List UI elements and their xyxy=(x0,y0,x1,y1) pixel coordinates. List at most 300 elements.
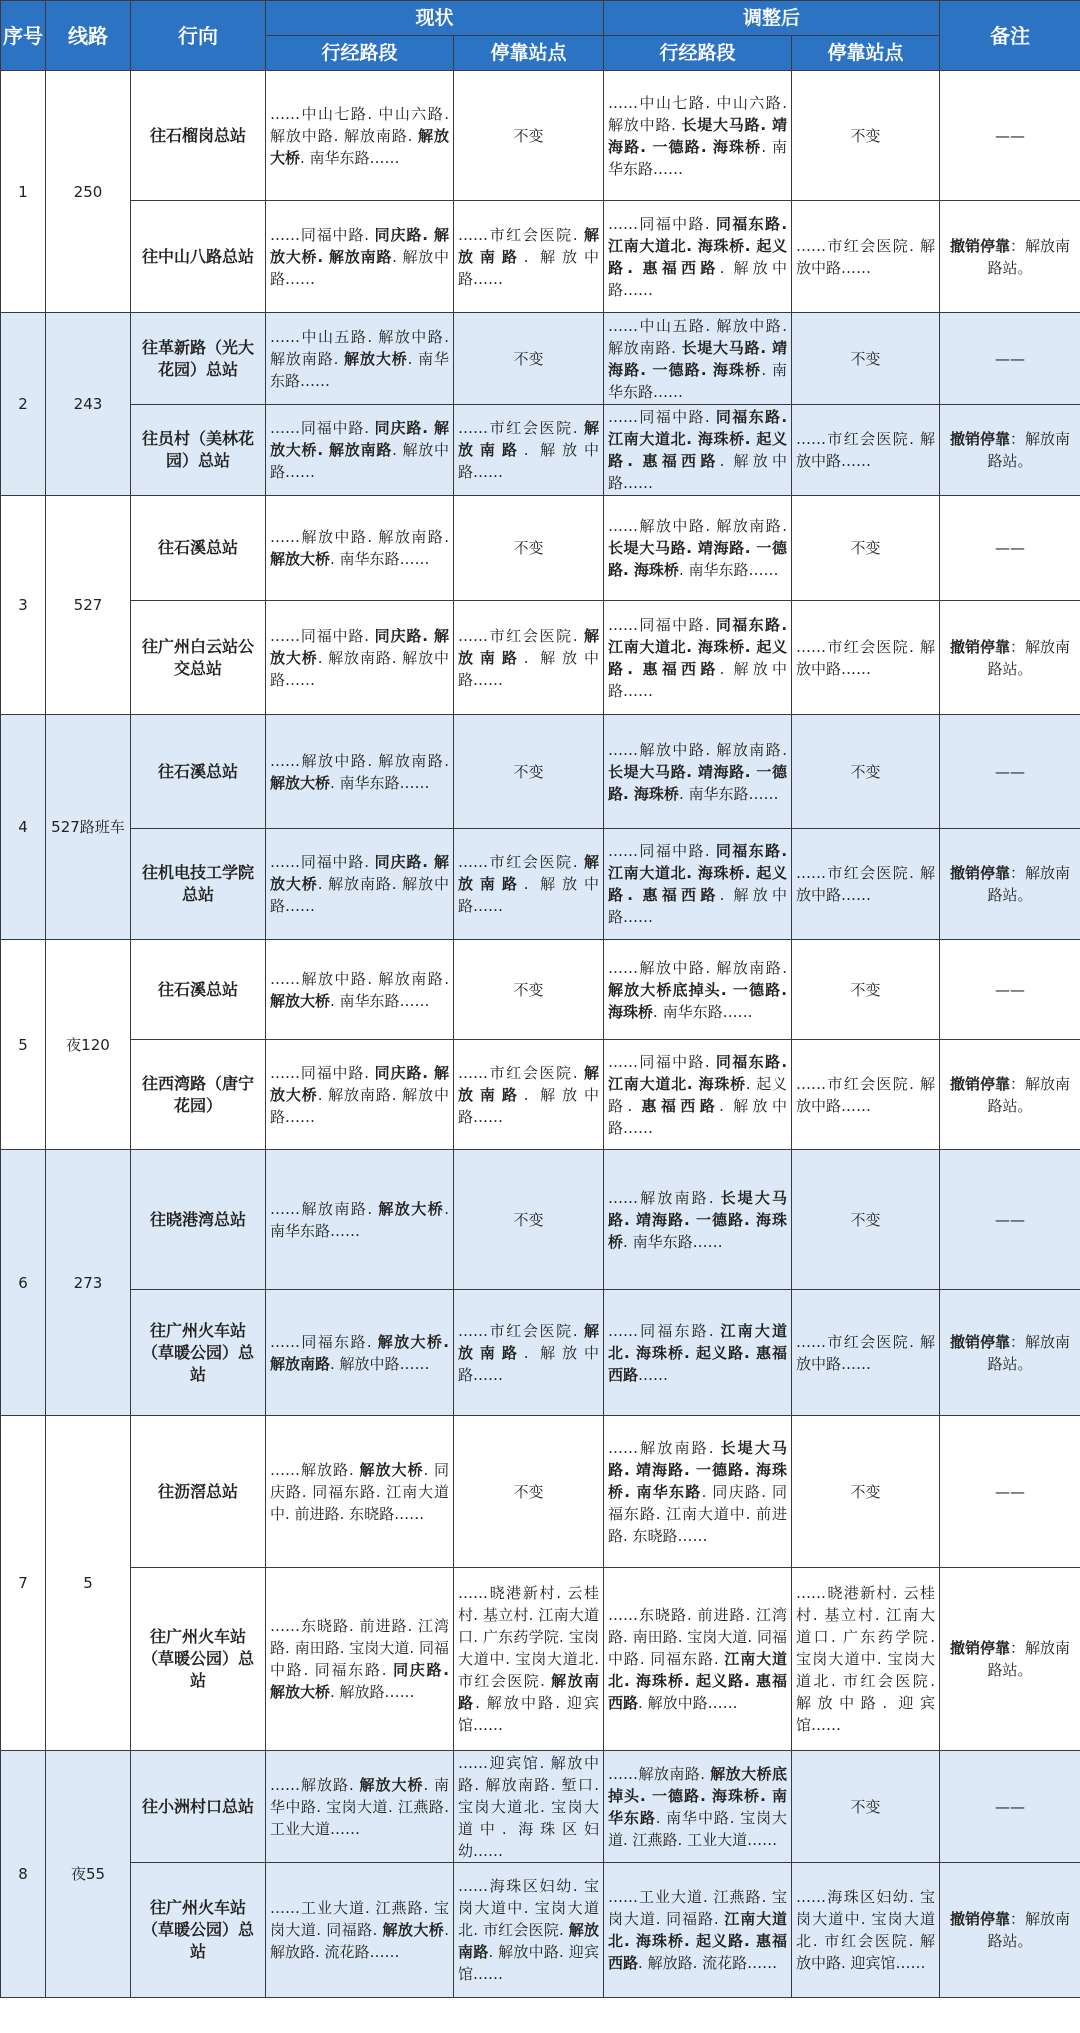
text-segment: . 南华东路…… xyxy=(330,550,430,568)
text-segment: ……解放中路. 解放南路. xyxy=(270,528,449,546)
current-stops-cell xyxy=(454,1416,604,1568)
remark-cell xyxy=(940,715,1080,829)
text-segment: ……同福中路. xyxy=(608,214,716,233)
bold-segment: 江南大道北. 海珠桥. 起义路. 惠福西路 xyxy=(608,1910,788,1972)
remark-cell xyxy=(940,1863,1080,1998)
text-segment: ……工业大道. 江燕路. 宝岗大道. 同福路. xyxy=(270,1899,449,1939)
text-segment: . 解放中路…… xyxy=(270,441,450,481)
adjusted-stops-cell xyxy=(792,1863,940,1998)
text-segment: ……解放南路. xyxy=(608,1764,711,1783)
current-route-cell xyxy=(266,1568,454,1751)
text-segment: ……同福中路. xyxy=(270,225,375,244)
text-segment: ……解放中路. 解放南路. xyxy=(608,958,788,977)
direction-cell: 往石榴岗总站 xyxy=(131,71,266,201)
text-segment: 不变 xyxy=(850,1482,881,1501)
header-route-segment-2: 行经路段 xyxy=(604,36,792,71)
table-row xyxy=(1,1040,1080,1150)
seq-cell: 8 xyxy=(1,1751,46,1998)
current-route-cell xyxy=(266,829,454,940)
remark-cell xyxy=(940,405,1080,496)
line-cell: 527路班车 xyxy=(46,715,131,940)
text-segment: ……同福中路. xyxy=(608,842,716,860)
table-row xyxy=(1,940,1080,1040)
text-segment: ：解放南路站。 xyxy=(987,236,1071,277)
text-segment: ……迎宾馆. 解放中路. 解放南路. 堑口. 宝岗大道北. 宝岗大道中. 海珠区妇幼…… xyxy=(458,1753,600,1860)
text-segment: . 解放南路. 解放中路…… xyxy=(270,875,449,915)
line-cell: 5 xyxy=(46,1416,131,1751)
text-segment: —— xyxy=(995,1210,1026,1229)
text-segment: ……东晓路. 前进路. 江湾路. 南田路. 宝岗大道. 同福中路. 同福东路. xyxy=(270,1617,449,1679)
header-route-segment: 行经路段 xyxy=(266,36,454,71)
seq-cell: 6 xyxy=(1,1150,46,1416)
remark-cell xyxy=(940,1150,1080,1290)
table-row xyxy=(1,496,1080,601)
bold-segment: 长堤大马路. 靖海路. 一德路. 海珠桥 xyxy=(608,115,788,156)
table-row xyxy=(1,1150,1080,1290)
adjusted-route-cell xyxy=(604,405,792,496)
seq-cell: 5 xyxy=(1,940,46,1150)
text-segment: ……市红会医院. 解放中路…… xyxy=(796,637,936,678)
direction-cell: 往机电技工学院总站 xyxy=(131,829,266,940)
text-segment: ……市红会医院. 解放中路…… xyxy=(796,864,936,904)
text-segment: . 南华东路…… xyxy=(300,148,400,167)
header-line: 线路 xyxy=(46,1,131,71)
bold-segment: 长堤大马路. 靖海路. 一德路. 海珠桥 xyxy=(608,539,788,579)
direction-cell: 往石溪总站 xyxy=(131,715,266,829)
bold-segment: 同庆路. 解放大桥. 解放南路 xyxy=(270,419,449,459)
text-segment: . 南华中路. 宝岗大道. 江燕路. 工业大道…… xyxy=(608,1808,787,1849)
text-segment: . 解放中路…… xyxy=(458,1343,599,1384)
bold-segment: 解放大桥 xyxy=(378,1199,445,1218)
adjusted-stops-cell xyxy=(792,1568,940,1751)
current-route-cell xyxy=(266,1863,454,1998)
current-stops-cell xyxy=(454,1568,604,1751)
adjusted-stops-cell xyxy=(792,1416,940,1568)
adjusted-stops-cell xyxy=(792,829,940,940)
text-segment: 不变 xyxy=(850,762,881,781)
direction-cell: 往革新路（光大花园）总站 xyxy=(131,313,266,405)
text-segment: ……晓港新村. 云桂村. 基立村. 江南大道口. 广东药学院. 宝岗大道中. 宝岗大道北. 市红会医院. xyxy=(458,1584,600,1690)
bold-segment: 长堤大马路. 靖海路. 一德路. 海珠桥 xyxy=(608,762,788,803)
adjusted-stops-cell xyxy=(792,1040,940,1150)
text-segment: ……同福东路. xyxy=(270,1332,378,1351)
text-segment: ……同福中路. xyxy=(270,853,375,871)
text-segment: ：解放南路站。 xyxy=(987,1074,1071,1115)
seq-cell: 4 xyxy=(1,715,46,940)
text-segment: . 解放路…… xyxy=(330,1683,415,1701)
bold-segment: 惠福西路 xyxy=(641,1096,720,1115)
header-stops-2: 停靠站点 xyxy=(792,36,940,71)
table-row xyxy=(1,71,1080,201)
bold-segment: 解放大桥底掉头. 一德路. 海珠桥. 南华东路 xyxy=(608,1764,788,1827)
direction-cell: 往广州火车站（草暖公园）总站 xyxy=(131,1568,266,1751)
bold-segment: 撤销停靠 xyxy=(950,637,1011,656)
bold-segment: 解放大桥 xyxy=(382,1921,445,1939)
bold-segment: 解放南路 xyxy=(458,1063,600,1104)
text-segment: 不变 xyxy=(513,980,544,999)
text-segment: ……晓港新村. 云桂村. 基立村. 江南大道口. 广东药学院. 宝岗大道中. 宝岗大道北. 市红会医院. 解放中路. 迎宾馆…… xyxy=(796,1584,936,1734)
line-cell: 527 xyxy=(46,496,131,715)
text-segment: . 解放南路. 解放中路…… xyxy=(270,1085,449,1126)
text-segment: —— xyxy=(995,762,1026,781)
seq-cell: 3 xyxy=(1,496,46,715)
text-segment: ……同福东路. xyxy=(608,1321,721,1340)
table-row xyxy=(1,1416,1080,1568)
text-segment: —— xyxy=(995,1797,1026,1816)
current-stops-cell xyxy=(454,71,604,201)
current-stops-cell xyxy=(454,1150,604,1290)
table-row xyxy=(1,405,1080,496)
text-segment: 不变 xyxy=(513,1210,544,1229)
text-segment: ……解放中路. 解放南路. xyxy=(608,740,788,759)
text-segment: . 解放路. 流花路…… xyxy=(270,1921,449,1961)
current-stops-cell xyxy=(454,1751,604,1863)
adjusted-stops-cell xyxy=(792,1150,940,1290)
text-segment: 不变 xyxy=(513,539,544,557)
text-segment: ……市红会医院. 解放中路…… xyxy=(796,236,936,277)
table-row xyxy=(1,201,1080,313)
current-stops-cell xyxy=(454,940,604,1040)
bold-segment: 解放南路 xyxy=(458,1672,600,1712)
text-segment: . 南华东路…… xyxy=(623,1232,723,1251)
remark-cell xyxy=(940,601,1080,715)
bold-segment: 解放南路 xyxy=(458,1321,600,1362)
table-row xyxy=(1,715,1080,829)
line-cell: 250 xyxy=(46,71,131,313)
text-segment: ……市红会医院. 解放中路…… xyxy=(796,430,936,470)
text-segment: —— xyxy=(995,126,1026,145)
line-cell: 夜120 xyxy=(46,940,131,1150)
table-row xyxy=(1,313,1080,405)
seq-cell: 1 xyxy=(1,71,46,313)
bold-segment: 撤销停靠 xyxy=(950,1639,1011,1657)
line-cell: 273 xyxy=(46,1150,131,1416)
remark-cell xyxy=(940,940,1080,1040)
adjusted-route-cell xyxy=(604,1290,792,1416)
bold-segment: 撤销停靠 xyxy=(950,1074,1011,1093)
adjusted-route-cell xyxy=(604,829,792,940)
adjusted-route-cell xyxy=(604,715,792,829)
adjusted-stops-cell xyxy=(792,405,940,496)
header-seq: 序号 xyxy=(1,1,46,71)
text-segment: 不变 xyxy=(513,762,544,781)
text-segment: . 解放中路…… xyxy=(458,875,599,915)
direction-cell: 往员村（美林花园）总站 xyxy=(131,405,266,496)
remark-cell xyxy=(940,496,1080,601)
current-stops-cell xyxy=(454,715,604,829)
text-segment: . 南华中路. 宝岗大道. 江燕路. 工业大道…… xyxy=(270,1775,449,1838)
direction-cell: 往石溪总站 xyxy=(131,496,266,601)
current-stops-cell xyxy=(454,1863,604,1998)
bold-segment: 撤销停靠 xyxy=(950,1332,1011,1351)
line-cell: 夜55 xyxy=(46,1751,131,1998)
bold-segment: 同庆路. 解放大桥 xyxy=(270,853,449,893)
current-stops-cell xyxy=(454,201,604,313)
text-segment: ……市红会医院. xyxy=(458,626,584,645)
current-route-cell xyxy=(266,1416,454,1568)
adjusted-stops-cell xyxy=(792,1290,940,1416)
text-segment: ……市红会医院. xyxy=(458,1321,584,1340)
remark-cell xyxy=(940,71,1080,201)
adjusted-stops-cell xyxy=(792,940,940,1040)
text-segment: . 解放中路…… xyxy=(458,648,599,689)
text-segment: ：解放南路站。 xyxy=(987,1910,1071,1950)
header-stops: 停靠站点 xyxy=(454,36,604,71)
bold-segment: 解放大桥 xyxy=(344,349,408,368)
text-segment: . 解放中路…… xyxy=(608,886,788,926)
adjusted-route-cell xyxy=(604,1863,792,1998)
bold-segment: 解放大桥 xyxy=(270,126,449,167)
text-segment: ：解放南路站。 xyxy=(987,430,1071,470)
text-segment: ……市红会医院. xyxy=(458,225,584,244)
table-row xyxy=(1,829,1080,940)
table-row xyxy=(1,1863,1080,1998)
bold-segment: 同庆路. 解放大桥. 解放南路 xyxy=(270,225,449,266)
table-row xyxy=(1,1568,1080,1751)
text-segment: . 南华东路…… xyxy=(678,561,779,579)
text-segment: . 解放南路. 解放中路…… xyxy=(270,648,449,689)
bold-segment: 解放大桥 xyxy=(270,550,331,568)
direction-cell: 往小洲村口总站 xyxy=(131,1751,266,1863)
bold-segment: 长堤大马路. 靖海路. 一德路. 海珠桥 xyxy=(608,338,788,379)
bold-segment: 同福东路. 江南大道北. 海珠桥 xyxy=(608,1052,788,1093)
text-segment: 不变 xyxy=(513,1482,544,1501)
table-row xyxy=(1,1290,1080,1416)
bold-segment: 同庆路. 解放大桥 xyxy=(270,1661,450,1701)
current-route-cell xyxy=(266,1040,454,1150)
direction-cell: 往晓港湾总站 xyxy=(131,1150,266,1290)
bold-segment: 撤销停靠 xyxy=(950,236,1011,255)
direction-cell: 往沥滘总站 xyxy=(131,1416,266,1568)
text-segment: . 南华东路…… xyxy=(270,1199,449,1240)
adjusted-stops-cell xyxy=(792,1751,940,1863)
bold-segment: 撤销停靠 xyxy=(950,864,1011,882)
text-segment: . 解放中路…… xyxy=(608,452,788,492)
text-segment: . 同庆路. 同福东路. 江南大道中. 前进路. 东晓路…… xyxy=(608,1482,788,1545)
header-row-1 xyxy=(1,1,1080,36)
text-segment: 不变 xyxy=(850,539,881,557)
text-segment: ……东晓路. 前进路. 江湾路. 南田路. 宝岗大道. 同福中路. 同福东路. xyxy=(608,1606,788,1668)
bold-segment: 江南大道北. 海珠桥. 起义路. 惠福西路 xyxy=(608,1321,788,1384)
adjusted-route-cell xyxy=(604,496,792,601)
current-stops-cell xyxy=(454,313,604,405)
text-segment: —— xyxy=(995,1482,1026,1501)
bold-segment: 解放大桥 xyxy=(270,773,331,792)
bold-segment: 解放南路 xyxy=(458,626,600,667)
text-segment: . 南华东路…… xyxy=(608,360,788,401)
current-route-cell xyxy=(266,201,454,313)
adjusted-stops-cell xyxy=(792,496,940,601)
bold-segment: 解放大桥底掉头. 一德路. 海珠桥 xyxy=(608,980,788,1021)
text-segment: ……同福中路. xyxy=(270,1063,375,1082)
text-segment: . 南华东路…… xyxy=(653,1002,753,1021)
text-segment: . 解放路. 流花路…… xyxy=(638,1954,778,1972)
bold-segment: 解放南路 xyxy=(458,1921,599,1961)
text-segment: —— xyxy=(995,980,1026,999)
text-segment: 不变 xyxy=(850,1797,881,1816)
adjusted-route-cell xyxy=(604,940,792,1040)
direction-cell: 往广州火车站（草暖公园）总站 xyxy=(131,1290,266,1416)
current-stops-cell xyxy=(454,1040,604,1150)
text-segment: . 解放中路…… xyxy=(608,258,788,299)
text-segment: —— xyxy=(995,539,1026,557)
text-segment: ……同福中路. xyxy=(270,419,375,437)
text-segment: 不变 xyxy=(850,126,881,145)
bold-segment: 解放大桥. 解放南路 xyxy=(270,1332,449,1373)
adjusted-route-cell xyxy=(604,1751,792,1863)
text-segment: ……解放中路. 解放南路. xyxy=(270,969,449,988)
adjusted-route-cell xyxy=(604,313,792,405)
text-segment: ……市红会医院. 解放中路…… xyxy=(796,1074,936,1115)
current-stops-cell xyxy=(454,1290,604,1416)
remark-cell xyxy=(940,201,1080,313)
text-segment: . 解放中路…… xyxy=(458,247,599,288)
text-segment: 不变 xyxy=(850,980,881,999)
text-segment: ……同福中路. xyxy=(608,615,716,634)
current-route-cell xyxy=(266,715,454,829)
text-segment: . 解放中路. 迎宾馆…… xyxy=(458,1943,600,1983)
bold-segment: 同福东路. 江南大道北. 海珠桥. 起义路. 惠福西路 xyxy=(608,842,788,904)
current-route-cell xyxy=(266,496,454,601)
text-segment: ……同福中路. xyxy=(270,626,375,645)
current-route-cell xyxy=(266,71,454,201)
text-segment: . 解放中路…… xyxy=(458,441,599,481)
adjusted-route-cell xyxy=(604,1150,792,1290)
text-segment: ：解放南路站。 xyxy=(987,864,1071,904)
text-segment: —— xyxy=(995,349,1026,368)
text-segment: . 解放中路. 迎宾馆…… xyxy=(458,1694,600,1734)
bold-segment: 解放大桥 xyxy=(359,1775,424,1794)
text-segment: . 解放中路…… xyxy=(270,247,450,288)
bold-segment: 同福东路. 江南大道北. 海珠桥. 起义路. 惠福西路 xyxy=(608,408,788,470)
text-segment: 不变 xyxy=(513,126,544,145)
remark-cell xyxy=(940,1290,1080,1416)
current-route-cell xyxy=(266,1290,454,1416)
current-stops-cell xyxy=(454,601,604,715)
current-route-cell xyxy=(266,1150,454,1290)
remark-cell xyxy=(940,1416,1080,1568)
bold-segment: 解放南路 xyxy=(458,853,600,893)
text-segment: ……中山七路. 中山六路. 解放中路. xyxy=(608,93,788,134)
bold-segment: 长堤大马路. 靖海路. 一德路. 海珠桥. 南华东路 xyxy=(608,1438,788,1501)
text-segment: ：解放南路站。 xyxy=(987,1639,1071,1679)
text-segment: …… xyxy=(638,1365,669,1384)
text-segment: . 解放中路…… xyxy=(638,1694,738,1712)
adjusted-stops-cell xyxy=(792,201,940,313)
direction-cell: 往中山八路总站 xyxy=(131,201,266,313)
text-segment: ……中山五路. 解放中路. 解放南路. xyxy=(608,316,788,357)
text-segment: ……同福中路. xyxy=(608,1052,716,1071)
bold-segment: 同福东路. 江南大道北. 海珠桥. 起义路. 惠福西路 xyxy=(608,214,788,277)
direction-cell: 往石溪总站 xyxy=(131,940,266,1040)
current-route-cell xyxy=(266,601,454,715)
text-segment: ：解放南路站。 xyxy=(987,637,1071,678)
remark-cell xyxy=(940,1751,1080,1863)
adjusted-stops-cell xyxy=(792,313,940,405)
direction-cell: 往西湾路（唐宁花园） xyxy=(131,1040,266,1150)
text-segment: ……解放中路. 解放南路. xyxy=(608,517,788,535)
text-segment: 不变 xyxy=(513,349,544,368)
adjusted-route-cell xyxy=(604,201,792,313)
bold-segment: 江南大道北. 海珠桥. 起义路. 惠福西路 xyxy=(608,1650,788,1712)
adjusted-route-cell xyxy=(604,1416,792,1568)
text-segment: . 解放中路…… xyxy=(330,1354,430,1373)
adjusted-stops-cell xyxy=(792,601,940,715)
table-body xyxy=(1,71,1080,1998)
text-segment: ……同福中路. xyxy=(608,408,716,426)
text-segment: ……中山七路. 中山六路. 解放中路. 解放南路. xyxy=(270,104,449,145)
bold-segment: 解放大桥 xyxy=(270,991,331,1010)
adjusted-stops-cell xyxy=(792,715,940,829)
current-route-cell xyxy=(266,313,454,405)
seq-cell: 7 xyxy=(1,1416,46,1751)
direction-cell: 往广州火车站（草暖公园）总站 xyxy=(131,1863,266,1998)
text-segment: ……解放南路. xyxy=(608,1188,721,1207)
current-stops-cell xyxy=(454,829,604,940)
bold-segment: 同福东路. 江南大道北. 海珠桥. 起义路. 惠福西路 xyxy=(608,615,788,678)
bold-segment: 解放南路 xyxy=(458,419,600,459)
current-stops-cell xyxy=(454,496,604,601)
text-segment: ……海珠区妇幼. 宝岗大道中. 宝岗大道北. 市红会医院. 解放中路. 迎宾馆…… xyxy=(796,1888,936,1972)
text-segment: ……市红会医院. 解放中路…… xyxy=(796,1332,936,1373)
adjusted-route-cell xyxy=(604,71,792,201)
bold-segment: 长堤大马路. 靖海路. 一德路. 海珠桥 xyxy=(608,1188,788,1251)
bold-segment: 撤销停靠 xyxy=(950,430,1011,448)
text-segment: ……解放路. xyxy=(270,1460,360,1479)
current-route-cell xyxy=(266,1751,454,1863)
direction-cell: 往广州白云站公交总站 xyxy=(131,601,266,715)
text-segment: . 解放中路…… xyxy=(608,659,788,700)
text-segment: ……市红会医院. xyxy=(458,1063,584,1082)
text-segment: 不变 xyxy=(850,1210,881,1229)
bold-segment: 解放南路 xyxy=(458,225,600,266)
text-segment: . 南华东路…… xyxy=(270,349,449,390)
header-current: 现状 xyxy=(266,1,604,36)
text-segment: . 南华东路…… xyxy=(330,773,430,792)
text-segment: ……市红会医院. xyxy=(458,419,584,437)
seq-cell: 2 xyxy=(1,313,46,496)
bold-segment: 同庆路. 解放大桥 xyxy=(270,1063,449,1104)
bold-segment: 撤销停靠 xyxy=(950,1910,1011,1928)
text-segment: . 南华东路…… xyxy=(678,784,779,803)
adjusted-route-cell xyxy=(604,1040,792,1150)
adjusted-route-cell xyxy=(604,1568,792,1751)
text-segment: ……工业大道. 江燕路. 宝岗大道. 同福路. xyxy=(608,1888,788,1928)
text-segment: . 同庆路. 同福东路. 江南大道中. 前进路. 东晓路…… xyxy=(270,1460,449,1523)
line-cell: 243 xyxy=(46,313,131,496)
text-segment: ……解放南路. xyxy=(270,1199,379,1218)
text-segment: ……海珠区妇幼. 宝岗大道中. 宝岗大道北. 市红会医院. xyxy=(458,1877,600,1939)
current-route-cell xyxy=(266,940,454,1040)
text-segment: ：解放南路站。 xyxy=(987,1332,1071,1373)
text-segment: . 南华东路…… xyxy=(608,137,788,178)
current-route-cell xyxy=(266,405,454,496)
text-segment: ……市红会医院. xyxy=(458,853,584,871)
text-segment: ……中山五路. 解放中路. 解放南路. xyxy=(270,327,449,368)
table-row xyxy=(1,601,1080,715)
current-stops-cell xyxy=(454,405,604,496)
text-segment: ……解放路. xyxy=(270,1775,360,1794)
table-row xyxy=(1,1751,1080,1863)
header-remark: 备注 xyxy=(940,1,1080,71)
text-segment: . 起义路. xyxy=(608,1074,788,1115)
remark-cell xyxy=(940,1568,1080,1751)
adjusted-stops-cell xyxy=(792,71,940,201)
text-segment: . 南华东路…… xyxy=(330,991,430,1010)
text-segment: . 解放中路…… xyxy=(458,1085,599,1126)
bold-segment: 同庆路. 解放大桥 xyxy=(270,626,449,667)
remark-cell xyxy=(940,1040,1080,1150)
